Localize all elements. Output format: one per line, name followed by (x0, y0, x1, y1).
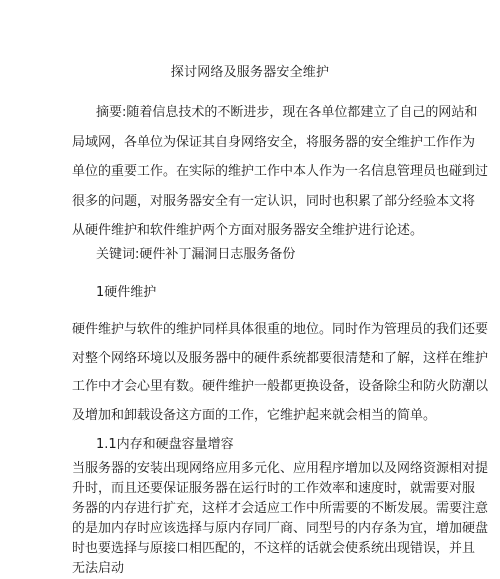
paragraph-line: 无法启动 (72, 561, 125, 576)
paragraph-line: 当服务器的安装出现网络应用多元化、应用程序增加以及网络资源相对提 (72, 461, 489, 476)
paragraph-line: 工作中才会心里有数。硬件维护一般都更换设备，设备除尘和防火防潮以 (72, 379, 489, 394)
keywords-line: 关键词:硬件补丁漏洞日志服务备份 (96, 247, 296, 262)
paragraph-line: 的是加内存时应该选择与原内存同厂商、同型号的内存条为宜，增加硬盘 (72, 521, 489, 536)
abstract-line: 单位的重要工作。在实际的维护工作中本人作为一名信息管理员也碰到过 (72, 164, 489, 179)
section-heading-hardware: 1硬件维护 (96, 285, 157, 300)
paragraph-line: 对整个网络环境以及服务器中的硬件系统都要很清楚和了解，这样在维护 (72, 350, 489, 366)
paragraph-line: 及增加和卸载设备这方面的工作，它维护起来就会相当的简单。 (72, 407, 437, 423)
paragraph-line: 务器的内存进行扩充，这样才会适应工作中所需要的不断发展。需要注意 (72, 501, 489, 516)
abstract-line: 局域网，各单位为保证其自身网络安全，将服务器的安全维护工作作为 (72, 134, 476, 150)
abstract-line: 摘要:随着信息技术的不断进步，现在各单位都建立了自己的网站和 (96, 105, 478, 120)
abstract-line: 从硬件维护和软件维护两个方面对服务器安全维护进行论述。 (72, 223, 424, 238)
section-heading-memory-disk: 1.1内存和硬盘容量增容 (96, 437, 234, 452)
paragraph-line: 硬件维护与软件的维护同样具体很重的地位。同时作为管理员的我们还要 (72, 322, 489, 337)
paragraph-line: 升时，而且还要保证服务器在运行时的工作效率和速度时，就需要对服 (72, 481, 476, 496)
abstract-line: 很多的问题，对服务器安全有一定认识，同时也积累了部分经验本文将 (72, 193, 476, 209)
paragraph-line: 时也要选择与原接口相匹配的，不这样的话就会使系统出现错误，并且 (72, 541, 476, 556)
document-title: 探讨网络及服务器安全维护 (170, 65, 330, 80)
section-memory-disk-paragraph (72, 459, 488, 579)
abstract-paragraph (72, 98, 488, 246)
section-hardware-paragraph (72, 316, 488, 430)
